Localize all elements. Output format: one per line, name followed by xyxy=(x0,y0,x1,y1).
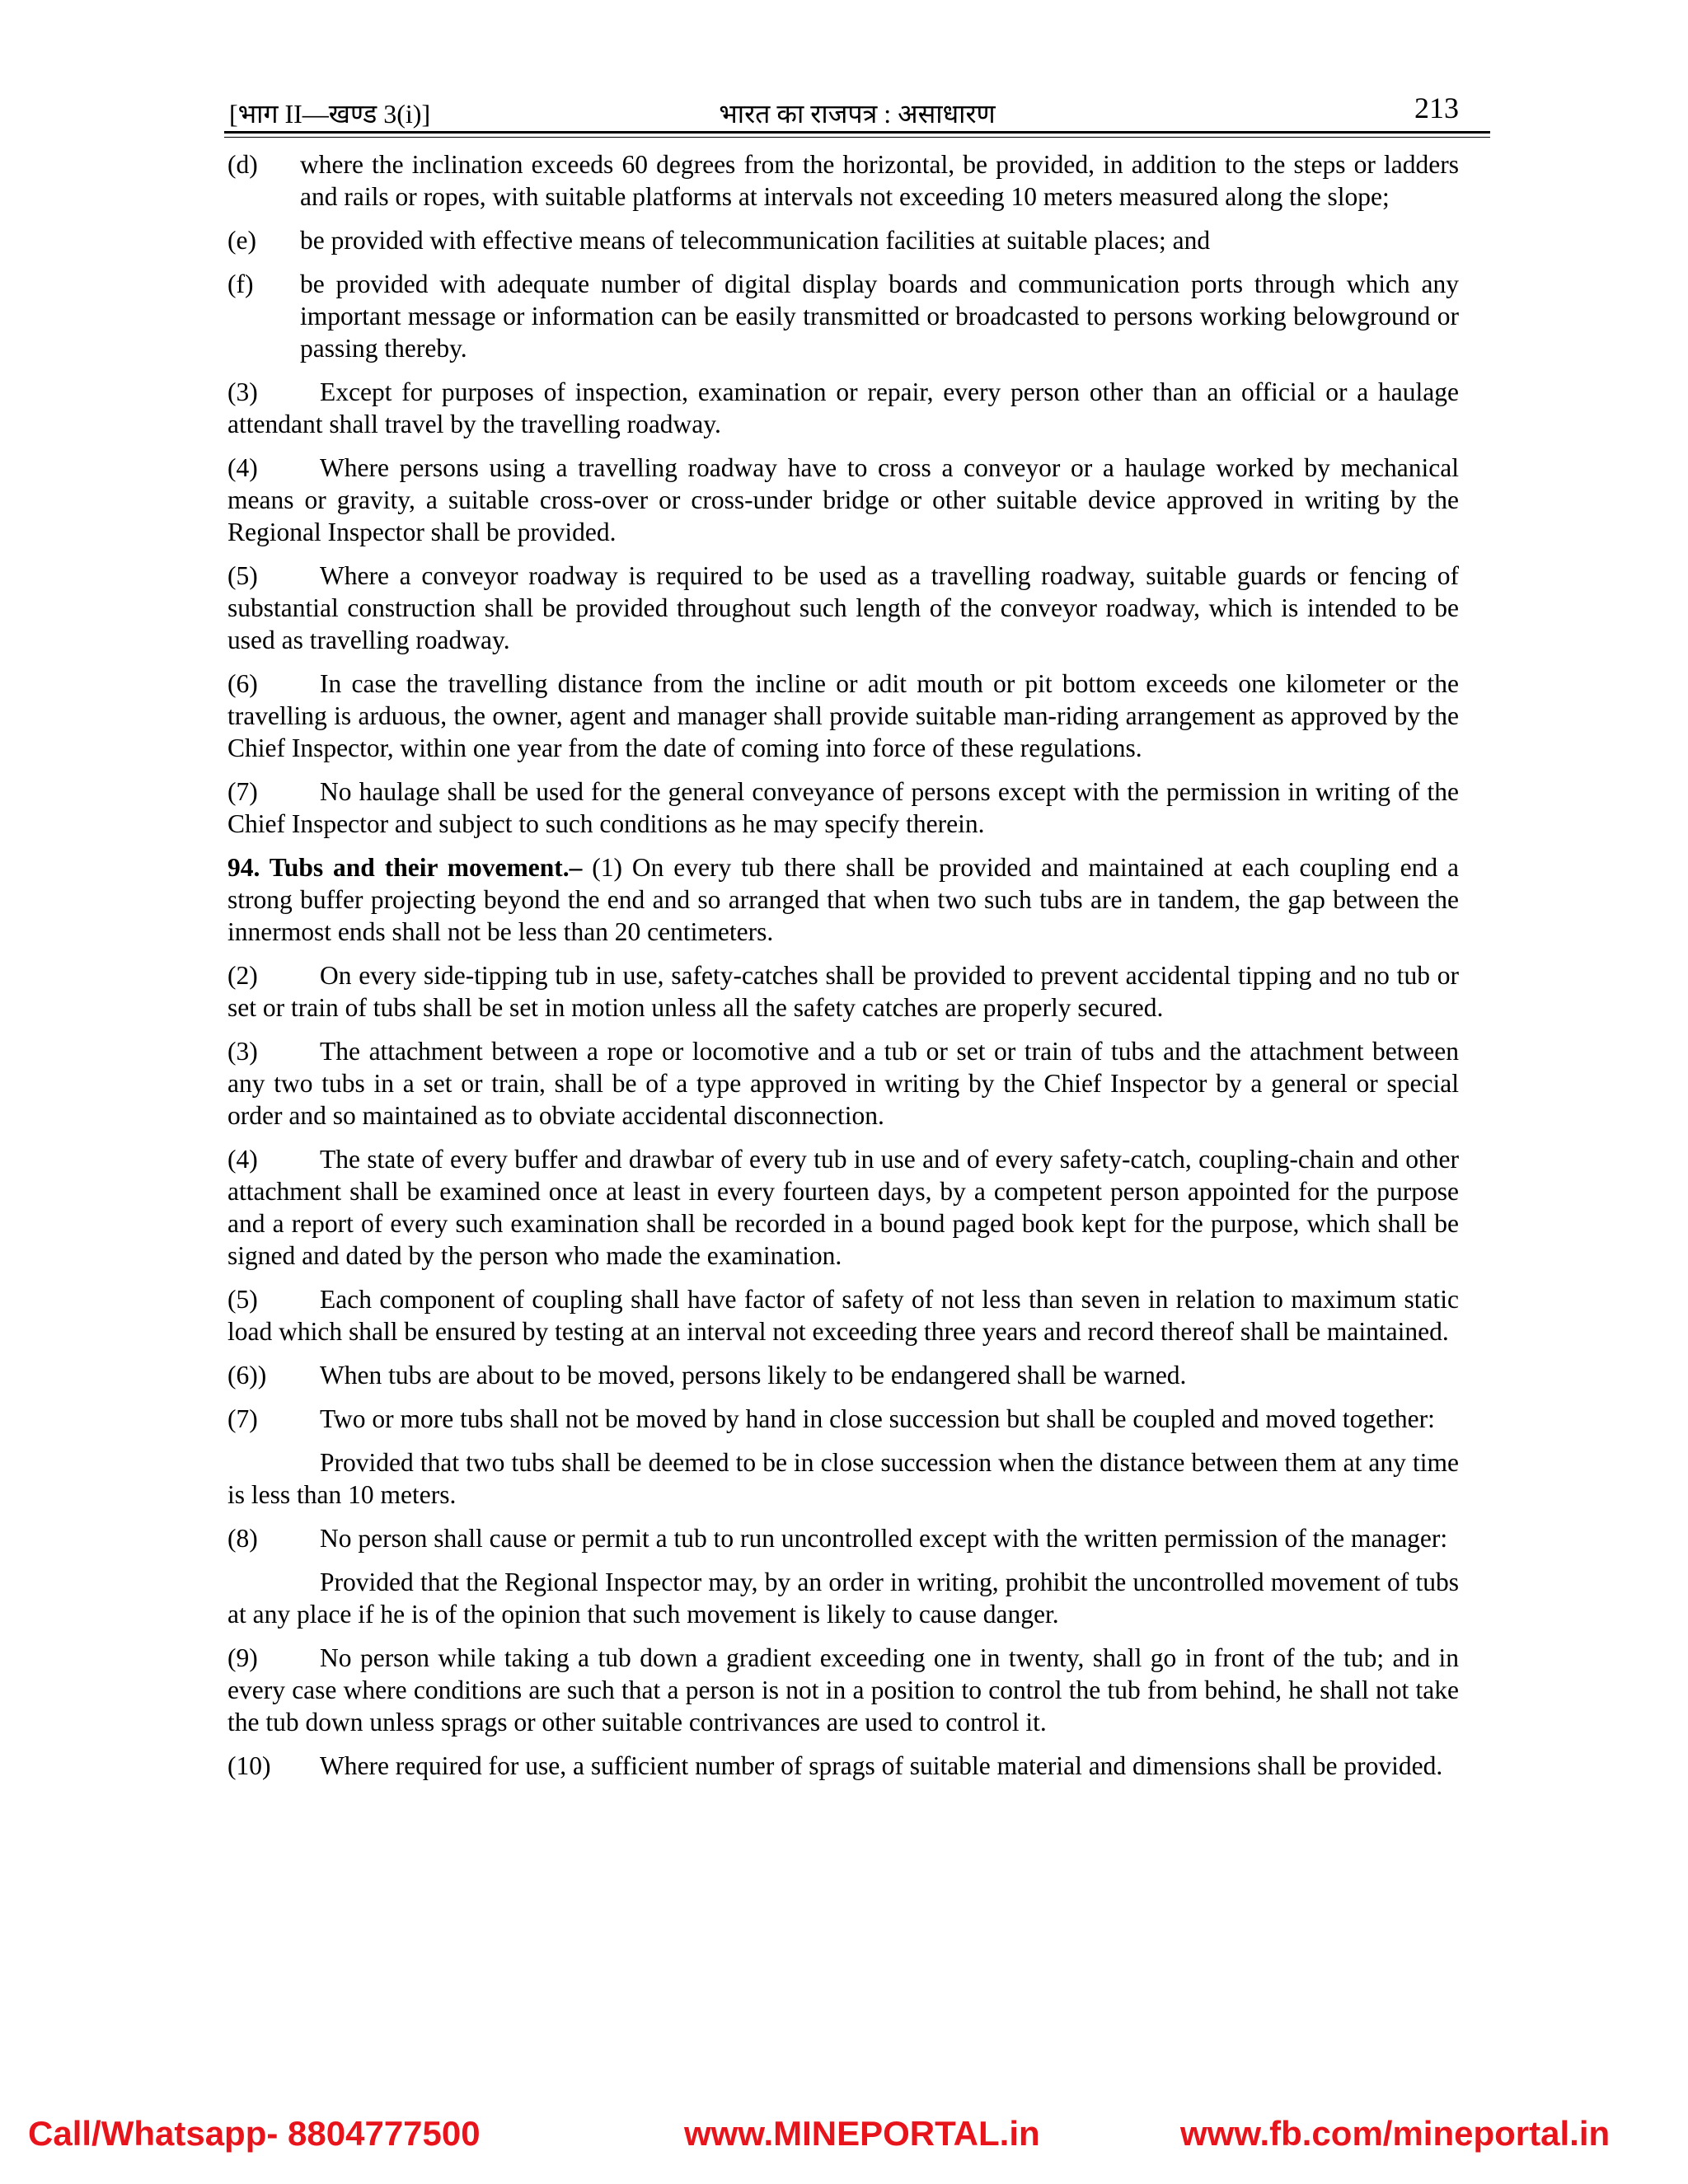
header-section-label: [भाग II—खण्ड 3(i)] xyxy=(229,99,431,129)
subregulation-number: (10) xyxy=(227,1751,271,1780)
proviso-7: Provided that two tubs shall be deemed to be in close succession when the distance between them at any time is less than 10 meters. xyxy=(227,1448,1459,1509)
subregulation-number: (5) xyxy=(227,561,258,590)
subregulation-number: (3) xyxy=(227,1037,258,1066)
subregulation-number: (6) xyxy=(227,669,258,698)
subregulation-text: Except for purposes of inspection, examination or repair, every person other than an official or a haulage attendant shall travel by the travelling roadway. xyxy=(227,377,1459,438)
subregulation-text: Two or more tubs shall not be moved by hand in close succession but shall be coupled and moved together: xyxy=(320,1404,1435,1433)
subregulation-text: On every side-tipping tub in use, safety-catches shall be provided to prevent accidental tipping and no tub or set or train of tubs shall be set in motion unless all the safety catches are properly secured. xyxy=(227,961,1459,1022)
subregulation-number: (6)) xyxy=(227,1361,267,1390)
subregulation-text: No haulage shall be used for the general conveyance of persons except with the permission in writing of the Chief Inspector and subject to such conditions as he may specify therein. xyxy=(227,777,1459,838)
subregulation-text: When tubs are about to be moved, persons likely to be endangered shall be warned. xyxy=(320,1361,1187,1390)
subregulation-94-9 xyxy=(227,1642,1459,1738)
subregulation-text: Where a conveyor roadway is required to be used as a travelling roadway, suitable guards or fencing of substantial construction shall be provided throughout such length of the conveyor roadway, which is intended to be used as travelling roadway. xyxy=(227,561,1459,654)
subregulation-text: In case the travelling distance from the incline or adit mouth or pit bottom exceeds one kilometer or the travelling is arduous, the owner, agent and manager shall provide suitable man-riding arrangement as approved by the Chief Inspector, within one year from the date of coming into force of these regulations. xyxy=(227,669,1459,762)
subregulation-93-6 xyxy=(227,668,1459,764)
header-rule-thin xyxy=(224,137,1490,138)
clause-label: (d) xyxy=(227,150,258,179)
subregulation-93-7 xyxy=(227,776,1459,840)
page-number: 213 xyxy=(1414,91,1459,124)
subregulation-number: (8) xyxy=(227,1524,258,1553)
footer-watermark xyxy=(0,2114,1688,2163)
section-intro-text: (1) On every tub there shall be provided and maintained at each coupling end a strong buffer projecting beyond the end and so arranged that when two such tubs are in tandem, the gap between the innermost ends shall not be less than 20 centimeters. xyxy=(227,853,1459,946)
page-header xyxy=(224,92,1490,132)
clause-e xyxy=(227,224,1459,256)
subregulation-number: (4) xyxy=(227,1145,258,1174)
footer-website-link[interactable]: www.MINEPORTAL.in xyxy=(684,2114,1040,2153)
section-94 xyxy=(227,851,1459,948)
subregulation-text: No person while taking a tub down a gradient exceeding one in twenty, shall go in front of the tub; and in every case where conditions are such that a person is not in a position to control the tub from behind, he shall not take the tub down unless sprags or other suitable contrivances are used to control it. xyxy=(227,1643,1459,1736)
subregulation-94-8 xyxy=(227,1522,1459,1554)
subregulation-text: Where persons using a travelling roadway have to cross a conveyor or a haulage worked by mechanical means or gravity, a suitable cross-over or cross-under bridge or other suitable device approved in writing by the Regional Inspector shall be provided. xyxy=(227,453,1459,546)
header-gazette-title: भारत का राजपत्र : असाधारण xyxy=(719,99,996,129)
footer-contact: Call/Whatsapp- 8804777500 xyxy=(28,2114,481,2153)
clause-text: where the inclination exceeds 60 degrees from the horizontal, be provided, in addition to the steps or ladders and rails or ropes, with suitable platforms at intervals not exceeding 10 meters measured along the slope; xyxy=(300,150,1459,211)
subregulation-94-3 xyxy=(227,1035,1459,1132)
clause-f xyxy=(227,268,1459,364)
subregulation-93-3 xyxy=(227,376,1459,440)
subregulation-text: The attachment between a rope or locomotive and a tub or set or train of tubs and the attachment between any two tubs in a set or train, shall be of a type approved in writing by the Chief Inspector by a general or special order and so maintained as to obviate accidental disconnection. xyxy=(227,1037,1459,1130)
subregulation-text: No person shall cause or permit a tub to run uncontrolled except with the written permission of the manager: xyxy=(320,1524,1448,1553)
subregulation-number: (5) xyxy=(227,1285,258,1314)
proviso-8: Provided that the Regional Inspector may, by an order in writing, prohibit the uncontrolled movement of tubs at any place if he is of the opinion that such movement is likely to cause danger. xyxy=(227,1568,1459,1629)
subregulation-93-5 xyxy=(227,560,1459,656)
section-heading: 94. Tubs and their movement.– xyxy=(227,853,583,882)
subregulation-text: Where required for use, a sufficient number of sprags of suitable material and dimensions shall be provided. xyxy=(320,1751,1443,1780)
subregulation-number: (9) xyxy=(227,1643,258,1672)
header-rule-thick xyxy=(224,131,1490,134)
subregulation-94-10 xyxy=(227,1750,1459,1782)
document-body xyxy=(227,148,1459,1793)
footer-facebook-link[interactable]: www.fb.com/mineportal.in xyxy=(1180,2114,1611,2153)
subregulation-number: (4) xyxy=(227,453,258,482)
clause-label: (f) xyxy=(227,269,254,298)
clause-d xyxy=(227,148,1459,213)
subregulation-94-7 xyxy=(227,1403,1459,1435)
subregulation-number: (7) xyxy=(227,777,258,806)
clause-text: be provided with adequate number of digital display boards and communication ports through which any important message or information can be easily transmitted or broadcasted to persons working belowground or passing thereby. xyxy=(300,269,1459,363)
subregulation-number: (7) xyxy=(227,1404,258,1433)
clause-label: (e) xyxy=(227,226,256,255)
subregulation-93-4 xyxy=(227,452,1459,548)
subregulation-94-6 xyxy=(227,1359,1459,1391)
clause-text: be provided with effective means of telecommunication facilities at suitable places; and xyxy=(300,226,1211,255)
subregulation-text: The state of every buffer and drawbar of every tub in use and of every safety-catch, coupling-chain and other attachment shall be examined once at least in every fourteen days, by a competent person appointed for the purpose and a report of every such examination shall be recorded in a bound paged book kept for the purpose, which shall be signed and dated by the person who made the examination. xyxy=(227,1145,1459,1270)
subregulation-94-5 xyxy=(227,1283,1459,1347)
subregulation-94-4 xyxy=(227,1143,1459,1272)
subregulation-number: (2) xyxy=(227,961,258,990)
subregulation-text: Each component of coupling shall have factor of safety of not less than seven in relation to maximum static load which shall be ensured by testing at an interval not exceeding three years and record thereof shall be maintained. xyxy=(227,1285,1459,1346)
subregulation-94-2 xyxy=(227,959,1459,1024)
subregulation-number: (3) xyxy=(227,377,258,406)
